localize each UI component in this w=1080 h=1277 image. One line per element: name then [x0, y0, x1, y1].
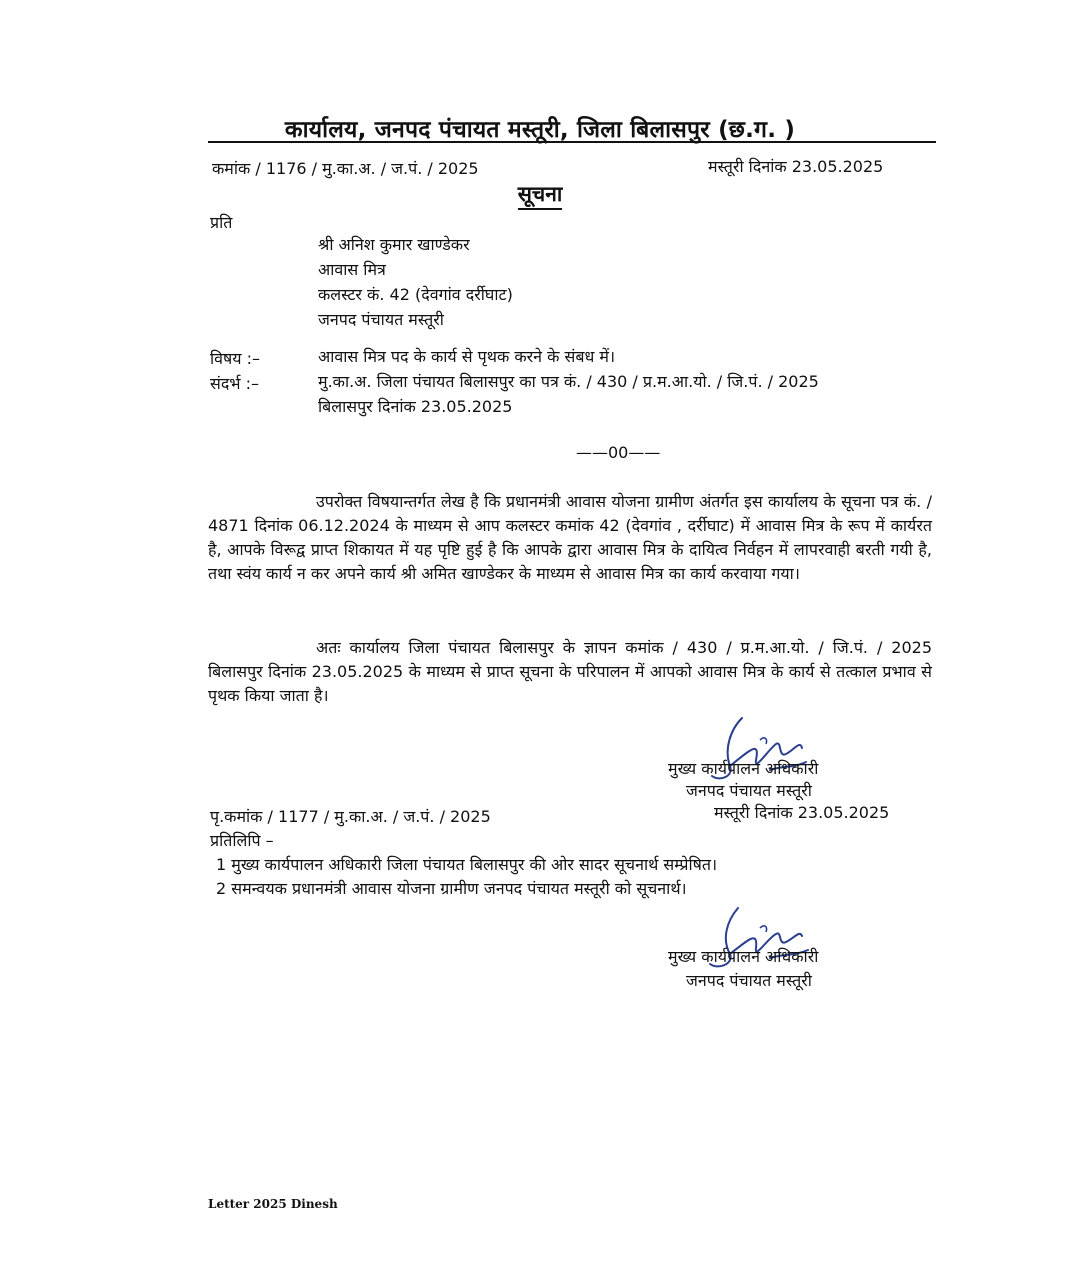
- addressee-designation: आवास मित्र: [318, 260, 386, 279]
- reference-line-1: मु.का.अ. जिला पंचायत बिलासपुर का पत्र कं. / 430 / प्र.म.आ.यो. / जि.पं. / 2025: [318, 372, 819, 391]
- copy-reference-number: पृ.कमांक / 1177 / मु.का.अ. / ज.पं. / 2025: [210, 807, 491, 826]
- separator: ——00——: [576, 443, 661, 462]
- to-label: प्रति: [210, 213, 233, 232]
- copy-item-2: 2 समन्वयक प्रधानमंत्री आवास योजना ग्रामीण जनपद पंचायत मस्तूरी को सूचनार्थ।: [216, 879, 687, 898]
- header-rule: [208, 141, 936, 143]
- signature-2-designation: मुख्य कार्यपालन अधिकारी: [668, 947, 819, 966]
- reference-number: कमांक / 1176 / मु.का.अ. / ज.पं. / 2025: [212, 159, 479, 178]
- copy-label: प्रतिलिपि –: [210, 831, 274, 850]
- place-date: मस्तूरी दिनांक 23.05.2025: [708, 157, 884, 176]
- subject-text: आवास मित्र पद के कार्य से पृथक करने के संबध में।: [318, 347, 616, 366]
- reference-label: संदर्भ :–: [210, 374, 260, 393]
- footer-label: Letter 2025 Dinesh: [208, 1197, 338, 1211]
- notice-title: [0, 180, 1080, 208]
- copy-place-date: मस्तूरी दिनांक 23.05.2025: [714, 803, 890, 822]
- signature-1-office: जनपद पंचायत मस्तूरी: [686, 781, 812, 800]
- addressee-cluster: कलस्टर कं. 42 (देवगांव दर्रीघाट): [318, 285, 513, 304]
- body-paragraph-1: उपरोक्त विषयान्तर्गत लेख है कि प्रधानमंत्री आवास योजना ग्रामीण अंतर्गत इस कार्यालय के सूचना पत्र कं. / 4871 दिनांक 06.12.2024 के माध्यम से आप कलस्टर कमांक 42 (देवगांव , दर्रीघाट) में आवास मित्र के रूप में कार्यरत है, आपके विरूद्व प्राप्त शिकायत में यह पृष्टि हुई है कि आपके द्वारा आवास मित्र के दायित्व निर्वहन में लापरवाही बरती गयी है, तथा स्वंय कार्य न कर अपने कार्य श्री अमित खाण्डेकर के माध्यम से आवास मित्र का कार्य करवाया गया।: [208, 492, 932, 583]
- office-title: कार्यालय, जनपद पंचायत मस्तूरी, जिला बिलासपुर (छ.ग. ): [284, 117, 796, 143]
- notice-title-text: सूचना: [518, 182, 563, 210]
- body-paragraph-2: अतः कार्यालय जिला पंचायत बिलासपुर के ज्ञापन कमांक / 430 / प्र.म.आ.यो. / जि.पं. / 2025 बिलासपुर दिनांक 23.05.2025 के माध्यम से प्राप्त सूचना के परिपालन में आपको आवास मित्र के कार्य से तत्काल प्रभाव से पृथक किया जाता है।: [208, 638, 932, 705]
- addressee-name: श्री अनिश कुमार खाण्डेकर: [318, 235, 470, 254]
- addressee-block: [318, 234, 513, 334]
- addressee-office: जनपद पंचायत मस्तूरी: [318, 310, 444, 329]
- signature-1-designation: मुख्य कार्यपालन अधिकारी: [668, 759, 819, 778]
- copy-item-1: 1 मुख्य कार्यपालन अधिकारी जिला पंचायत बिलासपुर की ओर सादर सूचनार्थ सम्प्रेषित।: [216, 855, 718, 874]
- signature-2-office: जनपद पंचायत मस्तूरी: [686, 971, 812, 990]
- subject-label: विषय :–: [210, 349, 261, 368]
- reference-line-2: बिलासपुर दिनांक 23.05.2025: [318, 397, 513, 416]
